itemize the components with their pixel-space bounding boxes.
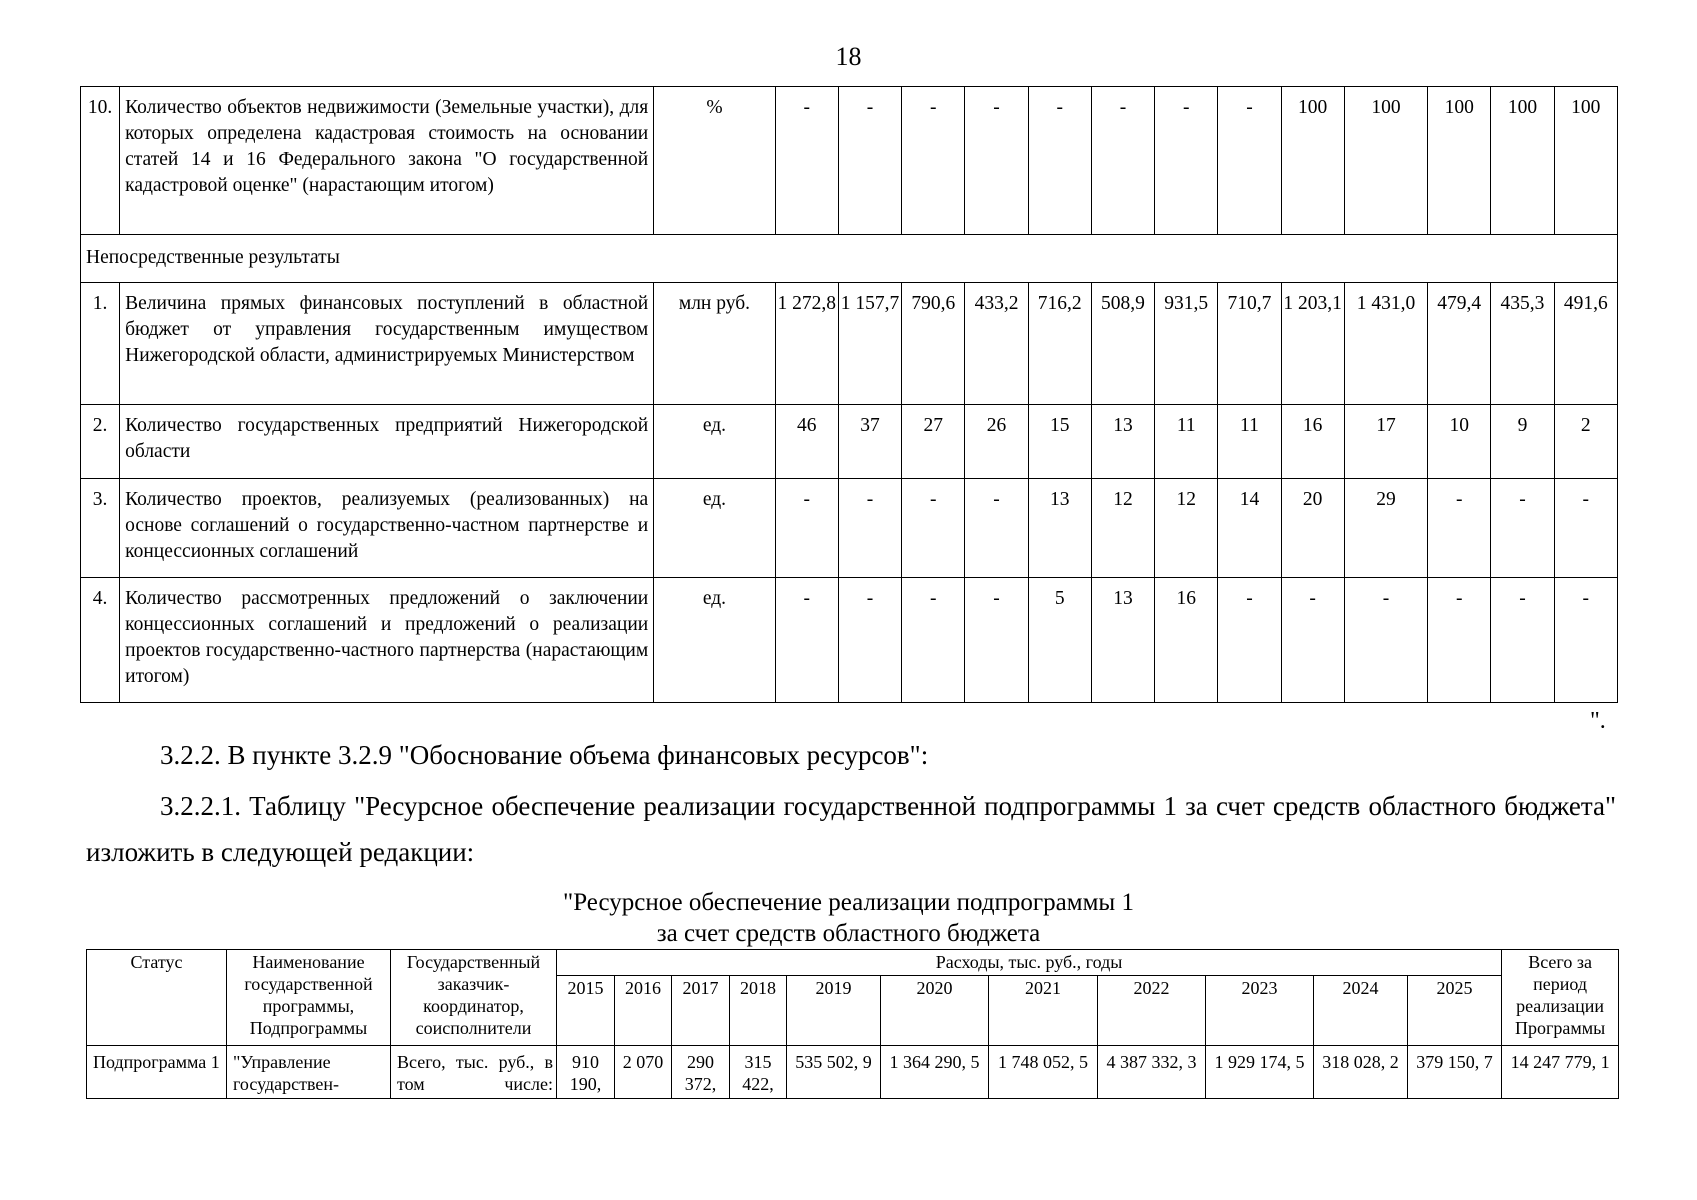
header-customer: Государственный заказчик-координатор, соисполнители (391, 950, 557, 1046)
value-cell: - (1091, 87, 1154, 235)
value-cell: 16 (1155, 578, 1218, 703)
value-cell: 1 272,8 (775, 283, 838, 405)
indicator-unit: ед. (654, 479, 775, 578)
value-cell: 29 (1344, 479, 1427, 578)
value-cell: 1 431,0 (1344, 283, 1427, 405)
value-cell: 100 (1491, 87, 1554, 235)
indicator-description: Количество государственных предприятий Нижегородской области (120, 405, 654, 479)
value-cell: 11 (1155, 405, 1218, 479)
row-number: 4. (81, 578, 120, 703)
header-expenses: Расходы, тыс. руб., годы (557, 950, 1502, 976)
value-cell: 716,2 (1028, 283, 1091, 405)
year-header: 2016 (615, 976, 672, 1046)
value-cell: 46 (775, 405, 838, 479)
table-row (81, 405, 1618, 479)
value-cell: 26 (965, 405, 1028, 479)
value-cell: 2 (1554, 405, 1617, 479)
value-cell: 27 (902, 405, 965, 479)
value-cell: 9 (1491, 405, 1554, 479)
total-cell: 14 247 779, 1 (1502, 1046, 1619, 1099)
value-cell: 1 748 052, 5 (989, 1046, 1098, 1099)
paragraph-3-2-2: 3.2.2. В пункте 3.2.9 "Обоснование объема финансовых ресурсов": (160, 740, 929, 770)
value-cell: 2 070 (615, 1046, 672, 1099)
indicator-description: Количество объектов недвижимости (Земельные участки), для которых определена кадастровая стоимость на основании статей 14 и 16 Федерального закона "О государственной кадастровой оценке" (нарастающим итогом) (120, 87, 654, 235)
value-cell: 13 (1028, 479, 1091, 578)
indicator-description: Количество проектов, реализуемых (реализованных) на основе соглашений о государственно-частном партнерстве и концессионных соглашений (120, 479, 654, 578)
indicator-description: Величина прямых финансовых поступлений в областной бюджет от управления государственным имуществом Нижегородской области, администрируемых Министерством (120, 283, 654, 405)
year-header: 2023 (1206, 976, 1314, 1046)
value-cell: 315 422, (730, 1046, 787, 1099)
value-cell: - (775, 479, 838, 578)
section-header: Непосредственные результаты (81, 235, 1618, 283)
value-cell: - (1028, 87, 1091, 235)
value-cell: 37 (838, 405, 901, 479)
table-caption (0, 887, 1697, 949)
table-row (81, 283, 1618, 405)
value-cell: - (902, 479, 965, 578)
value-cell: 479,4 (1428, 283, 1491, 405)
value-cell: 290 372, (672, 1046, 730, 1099)
value-cell: - (902, 578, 965, 703)
value-cell: - (838, 479, 901, 578)
table-row (87, 1046, 1619, 1099)
value-cell: - (1218, 87, 1281, 235)
value-cell: - (902, 87, 965, 235)
year-header: 2019 (787, 976, 881, 1046)
year-header: 2017 (672, 976, 730, 1046)
year-header: 2022 (1098, 976, 1206, 1046)
value-cell: 491,6 (1554, 283, 1617, 405)
value-cell: 1 203,1 (1281, 283, 1344, 405)
indicator-unit: ед. (654, 578, 775, 703)
value-cell: 10 (1428, 405, 1491, 479)
header-status: Статус (87, 950, 227, 1046)
value-cell: 910 190, (557, 1046, 615, 1099)
table-row (81, 87, 1618, 235)
value-cell: 100 (1554, 87, 1617, 235)
value-cell: - (1491, 479, 1554, 578)
value-cell: 379 150, 7 (1408, 1046, 1502, 1099)
value-cell: - (775, 87, 838, 235)
value-cell: - (1428, 479, 1491, 578)
value-cell: 16 (1281, 405, 1344, 479)
indicator-description: Количество рассмотренных предложений о заключении концессионных соглашений и предложений о реализации проектов государственно-частного партнерства (нарастающим итогом) (120, 578, 654, 703)
value-cell: - (838, 87, 901, 235)
value-cell: - (838, 578, 901, 703)
value-cell: - (1281, 578, 1344, 703)
value-cell: 1 157,7 (838, 283, 901, 405)
caption-line-2: за счет средств областного бюджета (656, 920, 1041, 947)
caption-line-1: "Ресурсное обеспечение реализации подпрограммы 1 (563, 889, 1134, 916)
value-cell: - (1155, 87, 1218, 235)
value-cell: 17 (1344, 405, 1427, 479)
indicator-unit: млн руб. (654, 283, 775, 405)
paragraph-3-2-2-1: 3.2.2.1. Таблицу "Ресурсное обеспечение реализации государственной подпрограммы 1 за счет средств областного бюджета" изложить в следующей редакции: (86, 791, 1616, 867)
value-cell: - (965, 479, 1028, 578)
value-cell: 1 929 174, 5 (1206, 1046, 1314, 1099)
section-row (81, 235, 1618, 283)
value-cell: 435,3 (1491, 283, 1554, 405)
value-cell: - (1428, 578, 1491, 703)
row-number: 2. (81, 405, 120, 479)
value-cell: - (1344, 578, 1427, 703)
value-cell: - (775, 578, 838, 703)
year-header: 2015 (557, 976, 615, 1046)
customer-cell: Всего, тыс. руб., в том числе: (391, 1046, 557, 1099)
status-cell: Подпрограмма 1 (87, 1046, 227, 1099)
value-cell: - (965, 87, 1028, 235)
table-row (81, 479, 1618, 578)
value-cell: 100 (1281, 87, 1344, 235)
page-number: 18 (835, 42, 862, 71)
table-row (81, 578, 1618, 703)
value-cell: 710,7 (1218, 283, 1281, 405)
value-cell: 318 028, 2 (1314, 1046, 1408, 1099)
value-cell: 13 (1091, 578, 1154, 703)
value-cell: 12 (1155, 479, 1218, 578)
value-cell: 508,9 (1091, 283, 1154, 405)
program-name-cell: "Управление государствен- (227, 1046, 391, 1099)
row-number: 1. (81, 283, 120, 405)
indicator-table (80, 86, 1618, 703)
year-header: 2018 (730, 976, 787, 1046)
value-cell: - (1554, 479, 1617, 578)
row-number: 3. (81, 479, 120, 578)
value-cell: 100 (1344, 87, 1427, 235)
value-cell: 535 502, 9 (787, 1046, 881, 1099)
value-cell: 4 387 332, 3 (1098, 1046, 1206, 1099)
value-cell: - (965, 578, 1028, 703)
value-cell: 100 (1428, 87, 1491, 235)
year-header: 2024 (1314, 976, 1408, 1046)
value-cell: 20 (1281, 479, 1344, 578)
value-cell: 5 (1028, 578, 1091, 703)
value-cell: 790,6 (902, 283, 965, 405)
value-cell: 15 (1028, 405, 1091, 479)
header-row (87, 950, 1619, 976)
value-cell: 433,2 (965, 283, 1028, 405)
header-total: Всего за период реализации Программы (1502, 950, 1619, 1046)
value-cell: 11 (1218, 405, 1281, 479)
value-cell: 1 364 290, 5 (881, 1046, 989, 1099)
year-header: 2025 (1408, 976, 1502, 1046)
value-cell: - (1554, 578, 1617, 703)
value-cell: - (1491, 578, 1554, 703)
value-cell: 13 (1091, 405, 1154, 479)
value-cell: - (1218, 578, 1281, 703)
indicator-unit: ед. (654, 405, 775, 479)
year-header: 2020 (881, 976, 989, 1046)
value-cell: 14 (1218, 479, 1281, 578)
value-cell: 12 (1091, 479, 1154, 578)
header-program-name: Наименование государственной программы, Подпрограммы (227, 950, 391, 1046)
value-cell: 931,5 (1155, 283, 1218, 405)
resource-table (86, 949, 1619, 1099)
year-header: 2021 (989, 976, 1098, 1046)
row-number: 10. (81, 87, 120, 235)
indicator-unit: % (654, 87, 775, 235)
closing-quote: ". (1590, 708, 1606, 734)
